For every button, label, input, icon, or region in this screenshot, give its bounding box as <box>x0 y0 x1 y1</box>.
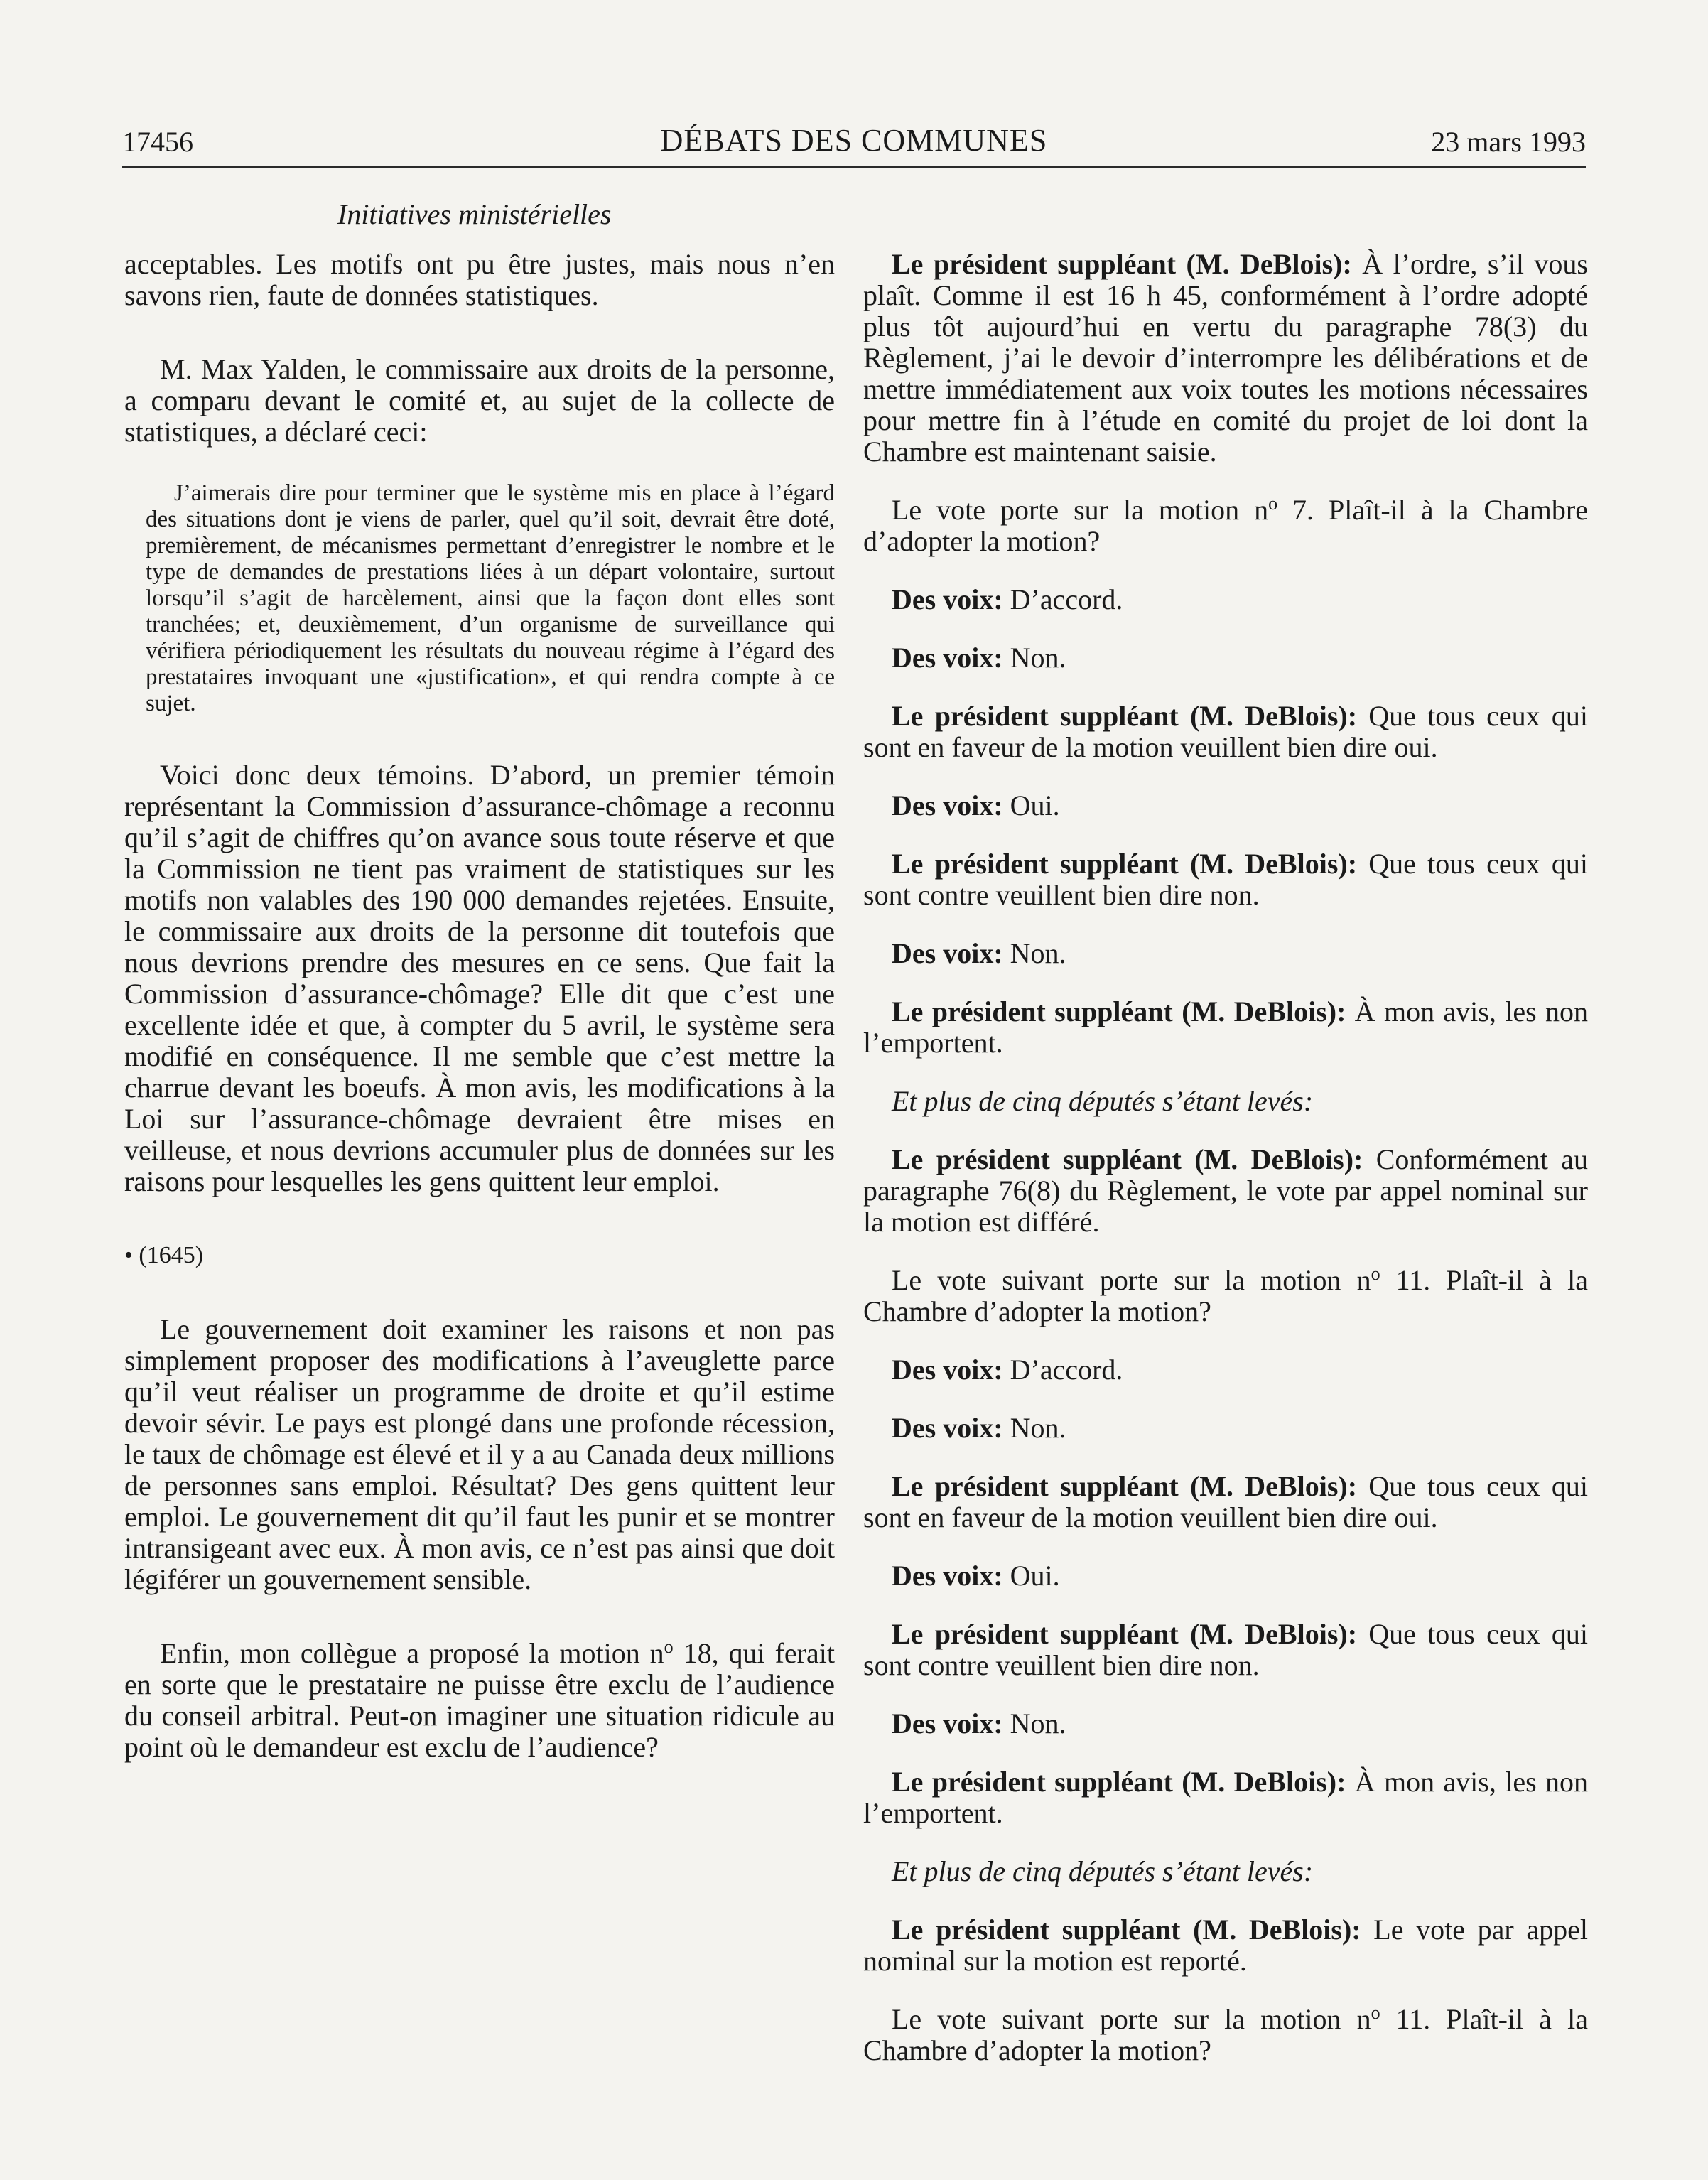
stage-direction: Et plus de cinq députés s’étant levés: <box>892 1855 1314 1887</box>
voices-line: Des voix: Oui. <box>892 789 1060 821</box>
speech: Le président suppléant (M. DeBlois): Que tous ceux qui sont contre veuillent bien dire non. <box>863 1618 1588 1681</box>
publication-title: DÉBATS DES COMMUNES <box>660 123 1048 158</box>
speech: Le président suppléant (M. DeBlois): Que tous ceux qui sont en faveur de la motion veuillent bien dire oui. <box>863 700 1588 763</box>
section-title: Initiatives ministérielles <box>337 198 612 230</box>
speech: Le président suppléant (M. DeBlois): Le vote par appel nominal sur la motion est reporté. <box>863 1914 1588 1977</box>
paragraph: Le gouvernement doit examiner les raisons et non pas simplement proposer des modifications à l’aveuglette parce qu’il veut réaliser un programme de droite et qu’il estime devoir sévir. Le pays est plongé dans une profonde récession, le taux de chômage est élevé et il y a au Canada deux millions de personnes sans emploi. Résultat? Des gens quittent leur emploi. Le gouvernement dit qu’il faut les punir et se montrer intransigeant avec eux. À mon avis, ce n’est pas ainsi que doit légiférer un gouvernement sensible. <box>124 1313 835 1595</box>
page-number: 17456 <box>122 126 193 158</box>
publication-date: 23 mars 1993 <box>1431 126 1586 158</box>
speech: Le président suppléant (M. DeBlois): Conformément au paragraphe 76(8) du Règlement, le vote par appel nominal sur la motion est différé. <box>863 1143 1589 1238</box>
voices-line: Des voix: Non. <box>892 642 1066 674</box>
voices-line: Des voix: D’accord. <box>892 583 1123 615</box>
block-quote <box>146 480 835 717</box>
paragraph: M. Max Yalden, le commissaire aux droits de la personne, a comparu devant le comité et, au sujet de la collecte de statistiques, a déclaré ceci: <box>124 353 835 448</box>
voices-line: Des voix: Non. <box>892 937 1066 969</box>
speech: Le vote suivant porte sur la motion $n^o$ 11. Plaît-il à la Chambre d’adopter la motion? <box>863 2002 1588 2066</box>
paragraph: Voici donc deux témoins. D’abord, un premier témoin représentant la Commission d’assurance-chômage a reconnu qu’il s’agit de chiffres qu’on avance sous toute réserve et que la Commission ne tient pas vraiment de statistiques sur les motifs non valables des 190 000 demandes rejetées. Ensuite, le commissaire aux droits de la personne dit toutefois que nous devrions prendre des mesures en ce sens. Que fait la Commission d’assurance-chômage? Elle dit que c’est une excellente idée et que, à compter du 5 avril, le système sera modifié en conséquence. Il me semble que c’est mettre la charrue devant les boeufs. À mon avis, les modifications à la Loi sur l’assurance-chômage devraient être mises en veilleuse, et nous devrions accumuler plus de données sur les raisons pour lesquelles les gens quittent leur emploi. <box>124 759 835 1197</box>
stage-direction: Et plus de cinq députés s’étant levés: <box>892 1085 1314 1117</box>
speech: Le président suppléant (M. DeBlois): Que tous ceux qui sont en faveur de la motion veuillent bien dire oui. <box>863 1470 1588 1533</box>
quote-text: J’aimerais dire pour terminer que le système mis en place à l’égard des situations dont je viens de parler, quel qu’il soit, devrait être doté, premièrement, de mécanismes permettant d’enregistrer le nombre et le type de demandes de prestations liées à un départ volontaire, surtout lorsqu’il s’agit de harcèlement, ainsi que la façon dont elles sont tranchées; et, deuxièmement, d’un organisme de surveillance qui vérifiera périodiquement les résultats du nouveau régime à l’égard des prestataires invoquant une «justification», et qui rendra compte à ce sujet. <box>146 480 835 716</box>
voices-line: Des voix: D’accord. <box>892 1354 1123 1386</box>
voices-line: Des voix: Oui. <box>892 1560 1060 1592</box>
page-header <box>122 122 1586 168</box>
paragraph: Enfin, mon collègue a proposé la motion $n^o$ 18, qui ferait en sorte que le prestataire ne puisse être exclu de l’audience du conseil arbitral. Peut-on imaginer une situation ridicule au point où le demandeur est exclu de l’audience? <box>124 1636 835 1763</box>
speech: Le vote porte sur la motion $n^o$ 7. Plaît-il à la Chambre d’adopter la motion? <box>863 493 1588 557</box>
speech: Le président suppléant (M. DeBlois): À mon avis, les non l’emportent. <box>863 1766 1588 1829</box>
time-marker: • (1645) <box>124 1242 204 1268</box>
voices-line: Des voix: Non. <box>892 1707 1066 1739</box>
speech: Le président suppléant (M. DeBlois): À mon avis, les non l’emportent. <box>863 995 1588 1059</box>
speech: Le président suppléant (M. DeBlois): Que tous ceux qui sont contre veuillent bien dire non. <box>863 848 1588 911</box>
paragraph: acceptables. Les motifs ont pu être justes, mais nous n’en savons rien, faute de données statistiques. <box>124 248 835 311</box>
left-column <box>124 249 835 1763</box>
speaker-label: Le président suppléant (M. DeBlois): <box>892 248 1352 280</box>
speech: Le président suppléant (M. DeBlois): À l’ordre, s’il vous plaît. Comme il est 16 h 45, conformément à l’ordre adopté plus tôt aujourd’hui en vertu du paragraphe 78(3) du Règlement, j’ai le devoir d’interrompre les délibérations et de mettre immédiatement aux voix toutes les motions nécessaires pour mettre fin à l’étude en comité du projet de loi dont la Chambre est maintenant saisie. <box>863 248 1588 468</box>
right-column <box>863 249 1588 2066</box>
speech: Le vote suivant porte sur la motion $n^o$ 11. Plaît-il à la Chambre d’adopter la motion? <box>863 1263 1588 1327</box>
voices-line: Des voix: Non. <box>892 1412 1066 1444</box>
